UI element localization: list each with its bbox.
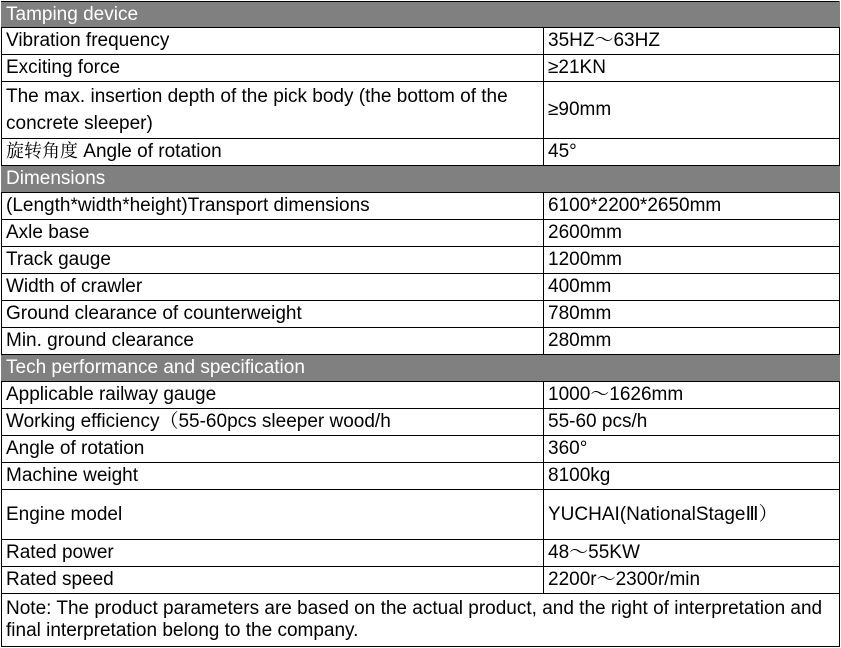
table-row [2, 382, 840, 409]
row-label: Angle of rotation [2, 436, 544, 463]
table-row [2, 436, 840, 463]
row-value: 1000～1626mm [544, 382, 840, 409]
row-label: The max. insertion depth of the pick body (the bottom of the concrete sleeper) [2, 82, 544, 139]
row-label: Applicable railway gauge [2, 382, 544, 409]
row-value: 8100kg [544, 463, 840, 490]
row-value: 6100*2200*2650mm [544, 193, 840, 220]
row-value: ≥21KN [544, 55, 840, 82]
row-label: Ground clearance of counterweight [2, 301, 544, 328]
row-label: Rated power [2, 540, 544, 567]
row-value: 1200mm [544, 247, 840, 274]
row-value: 280mm [544, 328, 840, 355]
row-value: ≥90mm [544, 82, 840, 139]
section-header-dimensions [2, 166, 840, 193]
table-row [2, 328, 840, 355]
row-value: YUCHAI(NationalStageⅢ） [544, 490, 840, 540]
row-value: 45° [544, 139, 840, 166]
row-label: (Length*width*height)Transport dimensions [2, 193, 544, 220]
section-title: Dimensions [2, 166, 840, 193]
row-label: Track gauge [2, 247, 544, 274]
row-value: 35HZ～63HZ [544, 28, 840, 55]
table-row [2, 247, 840, 274]
row-label [2, 139, 544, 166]
row-value: 780mm [544, 301, 840, 328]
row-label: Width of crawler [2, 274, 544, 301]
row-label: Vibration frequency [2, 28, 544, 55]
row-value: 48～55KW [544, 540, 840, 567]
table-row [2, 55, 840, 82]
row-label: Working efficiency（55-60pcs sleeper wood/h [2, 409, 544, 436]
row-value: 2200r～2300r/min [544, 567, 840, 594]
row-value: 55-60 pcs/h [544, 409, 840, 436]
row-value: 2600mm [544, 220, 840, 247]
footnote: Note: The product parameters are based on the actual product, and the right of interpretation and final interpretation belong to the company. [2, 594, 840, 647]
table-row [2, 540, 840, 567]
table-row [2, 82, 840, 139]
row-label-chinese: 旋转角度 [6, 141, 78, 162]
row-label: Min. ground clearance [2, 328, 544, 355]
row-label: Machine weight [2, 463, 544, 490]
table-row [2, 567, 840, 594]
row-value: 400mm [544, 274, 840, 301]
table-row [2, 409, 840, 436]
table-row [2, 490, 840, 540]
table-row [2, 28, 840, 55]
table-row [2, 301, 840, 328]
row-label: Exciting force [2, 55, 544, 82]
row-value: 360° [544, 436, 840, 463]
table-row [2, 220, 840, 247]
row-label: Axle base [2, 220, 544, 247]
table-row [2, 193, 840, 220]
section-header-tamping-device [2, 2, 840, 28]
row-label: Engine model [2, 490, 544, 540]
table-row [2, 274, 840, 301]
section-title: Tamping device [2, 2, 840, 28]
note-row [2, 594, 840, 647]
table-row [2, 463, 840, 490]
row-label-english: Angle of rotation [78, 141, 222, 162]
section-title: Tech performance and specification [2, 355, 840, 382]
spec-table [1, 1, 840, 647]
table-row [2, 139, 840, 166]
row-label: Rated speed [2, 567, 544, 594]
section-header-tech-performance [2, 355, 840, 382]
